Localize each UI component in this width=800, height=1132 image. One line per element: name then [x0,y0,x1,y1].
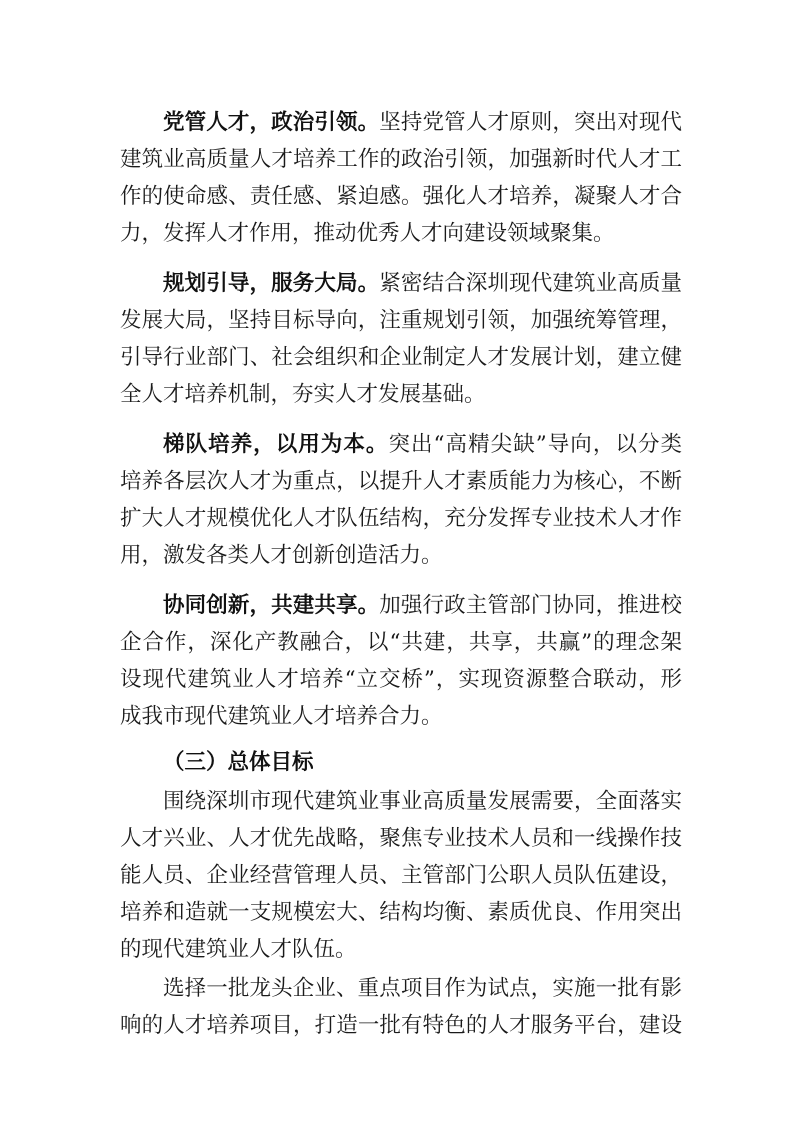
principle-paragraph [120,426,682,574]
principle-lead: 规划引导，服务大局。 [163,271,380,296]
text-span: 突出“高精尖缺”导向，以分类 [388,432,682,457]
text-line: 发展大局，坚持目标导向，注重规划引领，加强统筹管理， [120,308,682,333]
text-span: 紧密结合深圳现代建筑业高质量 [379,271,682,296]
principle-lead: 党管人才，政治引领。 [163,110,380,135]
principle-lead: 梯队培养，以用为本。 [163,432,389,457]
text-line: 扩大人才规模优化人才队伍结构，充分发挥专业技术人才作 [120,506,682,531]
section-heading: （三）总体目标 [163,750,314,775]
text-line: 全人才培养机制，夯实人才发展基础。 [120,382,486,407]
text-line: 培养和造就一支规模宏大、结构均衡、素质优良、作用突出 [120,900,682,925]
text-line: 培养各层次人才为重点，以提升人才素质能力为核心，不断 [120,469,682,494]
text-line: 力，发挥人才作用，推动优秀人才向建设领域聚集。 [120,221,615,246]
principle-paragraph [120,104,682,252]
text-line: 设现代建筑业人才培养“立交桥”，实现资源整合联动，形 [120,667,682,692]
text-line: 企合作，深化产教融合，以“共建，共享，共赢”的理念架 [120,630,682,655]
text-line: 成我市现代建筑业人才培养合力。 [120,704,443,729]
text-line: 的现代建筑业人才队伍。 [120,937,357,962]
text-line: 围绕深圳市现代建筑业事业高质量发展需要，全面落实 [163,789,682,814]
text-span: 加强行政主管部门协同，推进校 [379,593,682,618]
text-span: 坚持党管人才原则，突出对现代 [379,110,682,135]
principle-lead: 协同创新，共建共享。 [163,593,380,618]
text-line: 能人员、企业经营管理人员、主管部门公职人员队伍建设， [120,863,682,888]
text-line: 响的人才培养项目，打造一批有特色的人才服务平台，建设 [120,1013,682,1038]
text-line: 建筑业高质量人才培养工作的政治引领，加强新时代人才工 [120,147,682,172]
text-line: 用，激发各类人才创新创造活力。 [120,543,443,568]
text-line: 引导行业部门、社会组织和企业制定人才发展计划，建立健 [120,345,682,370]
text-line: 作的使命感、责任感、紧迫感。强化人才培养，凝聚人才合 [120,184,682,209]
text-line: 人才兴业、人才优先战略，聚焦专业技术人员和一线操作技 [120,826,682,851]
section-heading-block [120,744,682,781]
goal-paragraph [120,970,682,1044]
text-line [120,265,682,302]
text-line: 选择一批龙头企业、重点项目作为试点，实施一批有影 [163,976,682,1001]
text-line [120,587,682,624]
principle-paragraph [120,265,682,413]
principle-paragraph [120,587,682,735]
text-line [120,426,682,463]
document-body [120,104,682,1057]
goal-paragraph [120,783,682,968]
text-line [120,104,682,141]
